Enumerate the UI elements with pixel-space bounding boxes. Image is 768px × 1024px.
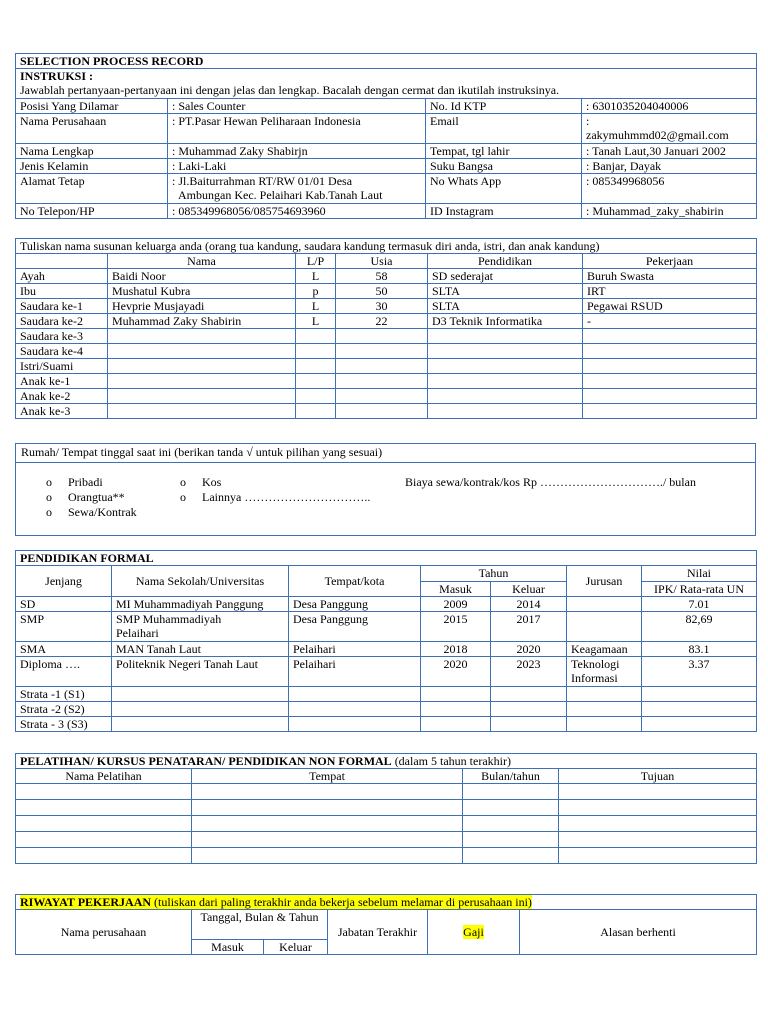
cell [296,374,336,389]
cell: Strata -2 (S2) [16,702,112,717]
family-row [16,299,757,314]
label-ttl: Tempat, tgl lahir [426,144,582,159]
cell [296,329,336,344]
cell [428,404,583,419]
value-ktp: : 6301035204040006 [582,99,757,114]
cell [583,329,757,344]
cell [112,717,289,732]
cell [112,687,289,702]
cell [567,717,642,732]
cell: Muhammad Zaky Shabirin [108,314,296,329]
cell: 7.01 [642,597,757,612]
value-whatsapp: : 085349968056 [582,174,757,204]
cell: Desa Panggung [289,612,421,642]
family-row [16,284,757,299]
cell [428,359,583,374]
cell: 58 [336,269,428,284]
cell [108,404,296,419]
training-row [16,800,757,816]
cell: 2020 [491,642,567,657]
cell: Baidi Noor [108,269,296,284]
work-header-tanggal: Tanggal, Bulan & Tahun [192,910,328,940]
cell: Teknologi Informasi [567,657,642,687]
cell [491,702,567,717]
cell [192,832,463,848]
cell [296,359,336,374]
cell [108,344,296,359]
cell: Mushatul Kubra [108,284,296,299]
personal-info-table [15,53,757,219]
label-whatsapp: No Whats App [426,174,582,204]
edu-header-jurusan: Jurusan [567,566,642,597]
value-perusahaan: : PT.Pasar Hewan Peliharaan Indonesia [168,114,426,144]
label-ktp: No. Id KTP [426,99,582,114]
cell [336,344,428,359]
family-header-pekerjaan: Pekerjaan [583,254,757,269]
edu-header-nilai: Nilai [642,566,757,582]
edu-row [16,657,757,687]
cell [16,832,192,848]
cell: Strata - 3 (S3) [16,717,112,732]
cell [428,344,583,359]
training-row [16,816,757,832]
value-suku: : Banjar, Dayak [582,159,757,174]
edu-header-ipk: IPK/ Rata-rata UN [642,582,757,597]
cell: Pelaihari [289,642,421,657]
biaya-sewa-field[interactable]: Biaya sewa/kontrak/kos Rp …………………………./ bulan [405,475,696,489]
value-posisi: : Sales Counter [168,99,426,114]
cell [559,832,757,848]
cell [559,784,757,800]
family-table [15,238,757,419]
cell: SMP Muhammadiyah Pelaihari [112,612,289,642]
family-row [16,344,757,359]
cell [192,784,463,800]
cell [16,800,192,816]
cell: SD sederajat [428,269,583,284]
radio-bullet-icon: o [46,475,52,489]
family-row [16,374,757,389]
work-header-gaji: Gaji [428,910,520,955]
cell [559,800,757,816]
edu-header-tahun: Tahun [421,566,567,582]
cell [428,389,583,404]
radio-bullet-icon: o [46,505,52,519]
cell: Strata -1 (S1) [16,687,112,702]
cell [421,702,491,717]
family-header-pendidikan: Pendidikan [428,254,583,269]
cell: SD [16,597,112,612]
edu-row [16,687,757,702]
label-suku: Suku Bangsa [426,159,582,174]
radio-bullet-icon: o [46,490,52,504]
edu-header-jenjang: Jenjang [16,566,112,597]
cell [642,717,757,732]
cell: SMA [16,642,112,657]
cell: 2017 [491,612,567,642]
cell [567,612,642,642]
cell [567,687,642,702]
cell: L [296,269,336,284]
cell: p [296,284,336,299]
cell [336,374,428,389]
training-table [15,753,757,864]
cell: Hevprie Musjayadi [108,299,296,314]
cell [108,374,296,389]
cell [421,717,491,732]
cell [192,848,463,864]
label-instagram: ID Instagram [426,204,582,219]
edu-row [16,717,757,732]
cell: 22 [336,314,428,329]
cell [289,702,421,717]
work-header-jabatan: Jabatan Terakhir [328,910,428,955]
cell [336,389,428,404]
cell: 2014 [491,597,567,612]
cell [296,404,336,419]
cell [567,702,642,717]
option-orangtua[interactable]: o Orangtua** [46,490,125,504]
value-telepon: : 085349968056/085754693960 [168,204,426,219]
cell: SLTA [428,284,583,299]
cell [112,702,289,717]
option-sewa-kontrak[interactable]: o Sewa/Kontrak [46,505,137,519]
family-instruction: Tuliskan nama susunan keluarga anda (orang tua kandung, saudara kandung termasuk diri anda, istri, dan anak kandung) [16,239,757,254]
family-header-usia: Usia [336,254,428,269]
cell: Anak ke-2 [16,389,108,404]
label-nama: Nama Lengkap [16,144,168,159]
cell [108,329,296,344]
cell [583,404,757,419]
family-row [16,269,757,284]
cell: MI Muhammadiyah Panggung [112,597,289,612]
cell: Keagamaan [567,642,642,657]
edu-row [16,642,757,657]
work-header-alasan: Alasan berhenti [520,910,757,955]
training-row [16,832,757,848]
form-title: SELECTION PROCESS RECORD [16,54,757,69]
cell [108,389,296,404]
cell: Saudara ke-2 [16,314,108,329]
label-alamat: Alamat Tetap [16,174,168,204]
cell: Desa Panggung [289,597,421,612]
cell [108,359,296,374]
cell [491,687,567,702]
value-alamat: : Jl.Baiturrahman RT/RW 01/01 Desa Ambungan Kec. Pelaihari Kab.Tanah Laut [168,174,426,204]
work-header-keluar: Keluar [264,940,328,955]
edu-header-kota: Tempat/kota [289,566,421,597]
cell: SLTA [428,299,583,314]
family-header-blank [16,254,108,269]
edu-row [16,612,757,642]
cell [336,329,428,344]
cell: Pegawai RSUD [583,299,757,314]
cell [642,702,757,717]
value-jenis-kelamin: : Laki-Laki [168,159,426,174]
label-email: Email [426,114,582,144]
cell: 50 [336,284,428,299]
option-pribadi[interactable]: o Pribadi [46,475,103,489]
cell: Saudara ke-3 [16,329,108,344]
option-lainnya[interactable]: o Lainnya ………………………….. [180,490,371,504]
label-perusahaan: Nama Perusahaan [16,114,168,144]
option-kos[interactable]: o Kos [180,475,222,489]
cell [296,344,336,359]
label-posisi: Posisi Yang Dilamar [16,99,168,114]
education-title: PENDIDIKAN FORMAL [16,551,757,566]
family-row [16,329,757,344]
cell: IRT [583,284,757,299]
cell: 2009 [421,597,491,612]
cell [559,816,757,832]
cell [567,597,642,612]
cell [421,687,491,702]
family-row [16,404,757,419]
cell [289,687,421,702]
cell: 83.1 [642,642,757,657]
family-row [16,314,757,329]
cell [336,404,428,419]
value-email: : zakymuhmmd02@gmail.com [582,114,757,144]
cell: Politeknik Negeri Tanah Laut [112,657,289,687]
training-row [16,784,757,800]
family-row [16,389,757,404]
work-history-table [15,894,757,955]
work-header-nama: Nama perusahaan [16,910,192,955]
cell: 2023 [491,657,567,687]
cell [583,359,757,374]
work-header-masuk: Masuk [192,940,264,955]
cell: 2020 [421,657,491,687]
cell: L [296,314,336,329]
cell: Istri/Suami [16,359,108,374]
edu-row [16,597,757,612]
cell [463,832,559,848]
cell [296,389,336,404]
residence-section [15,443,756,536]
cell [559,848,757,864]
radio-bullet-icon: o [180,490,186,504]
cell: SMP [16,612,112,642]
cell [463,800,559,816]
label-telepon: No Telepon/HP [16,204,168,219]
cell: Buruh Swasta [583,269,757,284]
work-title: RIWAYAT PEKERJAAN (tuliskan dari paling terakhir anda bekerja sebelum melamar di perusahaan ini) [16,895,757,910]
value-nama: : Muhammad Zaky Shabirjn [168,144,426,159]
training-header-tujuan: Tujuan [559,769,757,784]
cell: 2018 [421,642,491,657]
training-header-nama: Nama Pelatihan [16,769,192,784]
cell: 30 [336,299,428,314]
cell: Ibu [16,284,108,299]
cell: 2015 [421,612,491,642]
cell [192,816,463,832]
cell: Anak ke-1 [16,374,108,389]
cell: D3 Teknik Informatika [428,314,583,329]
cell: Saudara ke-4 [16,344,108,359]
cell [336,359,428,374]
cell [642,687,757,702]
training-row [16,848,757,864]
cell: L [296,299,336,314]
cell [289,717,421,732]
cell: MAN Tanah Laut [112,642,289,657]
family-row [16,359,757,374]
cell [583,374,757,389]
cell: 3.37 [642,657,757,687]
value-ttl: : Tanah Laut,30 Januari 2002 [582,144,757,159]
cell: Saudara ke-1 [16,299,108,314]
label-jenis-kelamin: Jenis Kelamin [16,159,168,174]
cell: Pelaihari [289,657,421,687]
cell: - [583,314,757,329]
cell [583,389,757,404]
cell [491,717,567,732]
cell [583,344,757,359]
cell [428,374,583,389]
cell: Diploma …. [16,657,112,687]
edu-header-masuk: Masuk [421,582,491,597]
residence-title: Rumah/ Tempat tinggal saat ini (berikan tanda √ untuk pilihan yang sesuai) [16,444,755,463]
edu-row [16,702,757,717]
training-header-tempat: Tempat [192,769,463,784]
cell: Ayah [16,269,108,284]
cell [463,816,559,832]
cell [16,848,192,864]
education-table [15,550,757,732]
edu-header-keluar: Keluar [491,582,567,597]
cell [463,848,559,864]
cell [463,784,559,800]
cell [192,800,463,816]
training-header-bulan: Bulan/tahun [463,769,559,784]
family-header-lp: L/P [296,254,336,269]
edu-header-sekolah: Nama Sekolah/Universitas [112,566,289,597]
value-instagram: : Muhammad_zaky_shabirin [582,204,757,219]
cell [16,784,192,800]
radio-bullet-icon: o [180,475,186,489]
cell: 82,69 [642,612,757,642]
training-title: PELATIHAN/ KURSUS PENATARAN/ PENDIDIKAN NON FORMAL (dalam 5 tahun terakhir) [16,754,757,769]
cell [428,329,583,344]
cell: Anak ke-3 [16,404,108,419]
cell [16,816,192,832]
family-header-nama: Nama [108,254,296,269]
instructions: INSTRUKSI : Jawablah pertanyaan-pertanyaan ini dengan jelas dan lengkap. Bacalah dengan cermat dan ikutilah instruksinya. [16,69,757,99]
